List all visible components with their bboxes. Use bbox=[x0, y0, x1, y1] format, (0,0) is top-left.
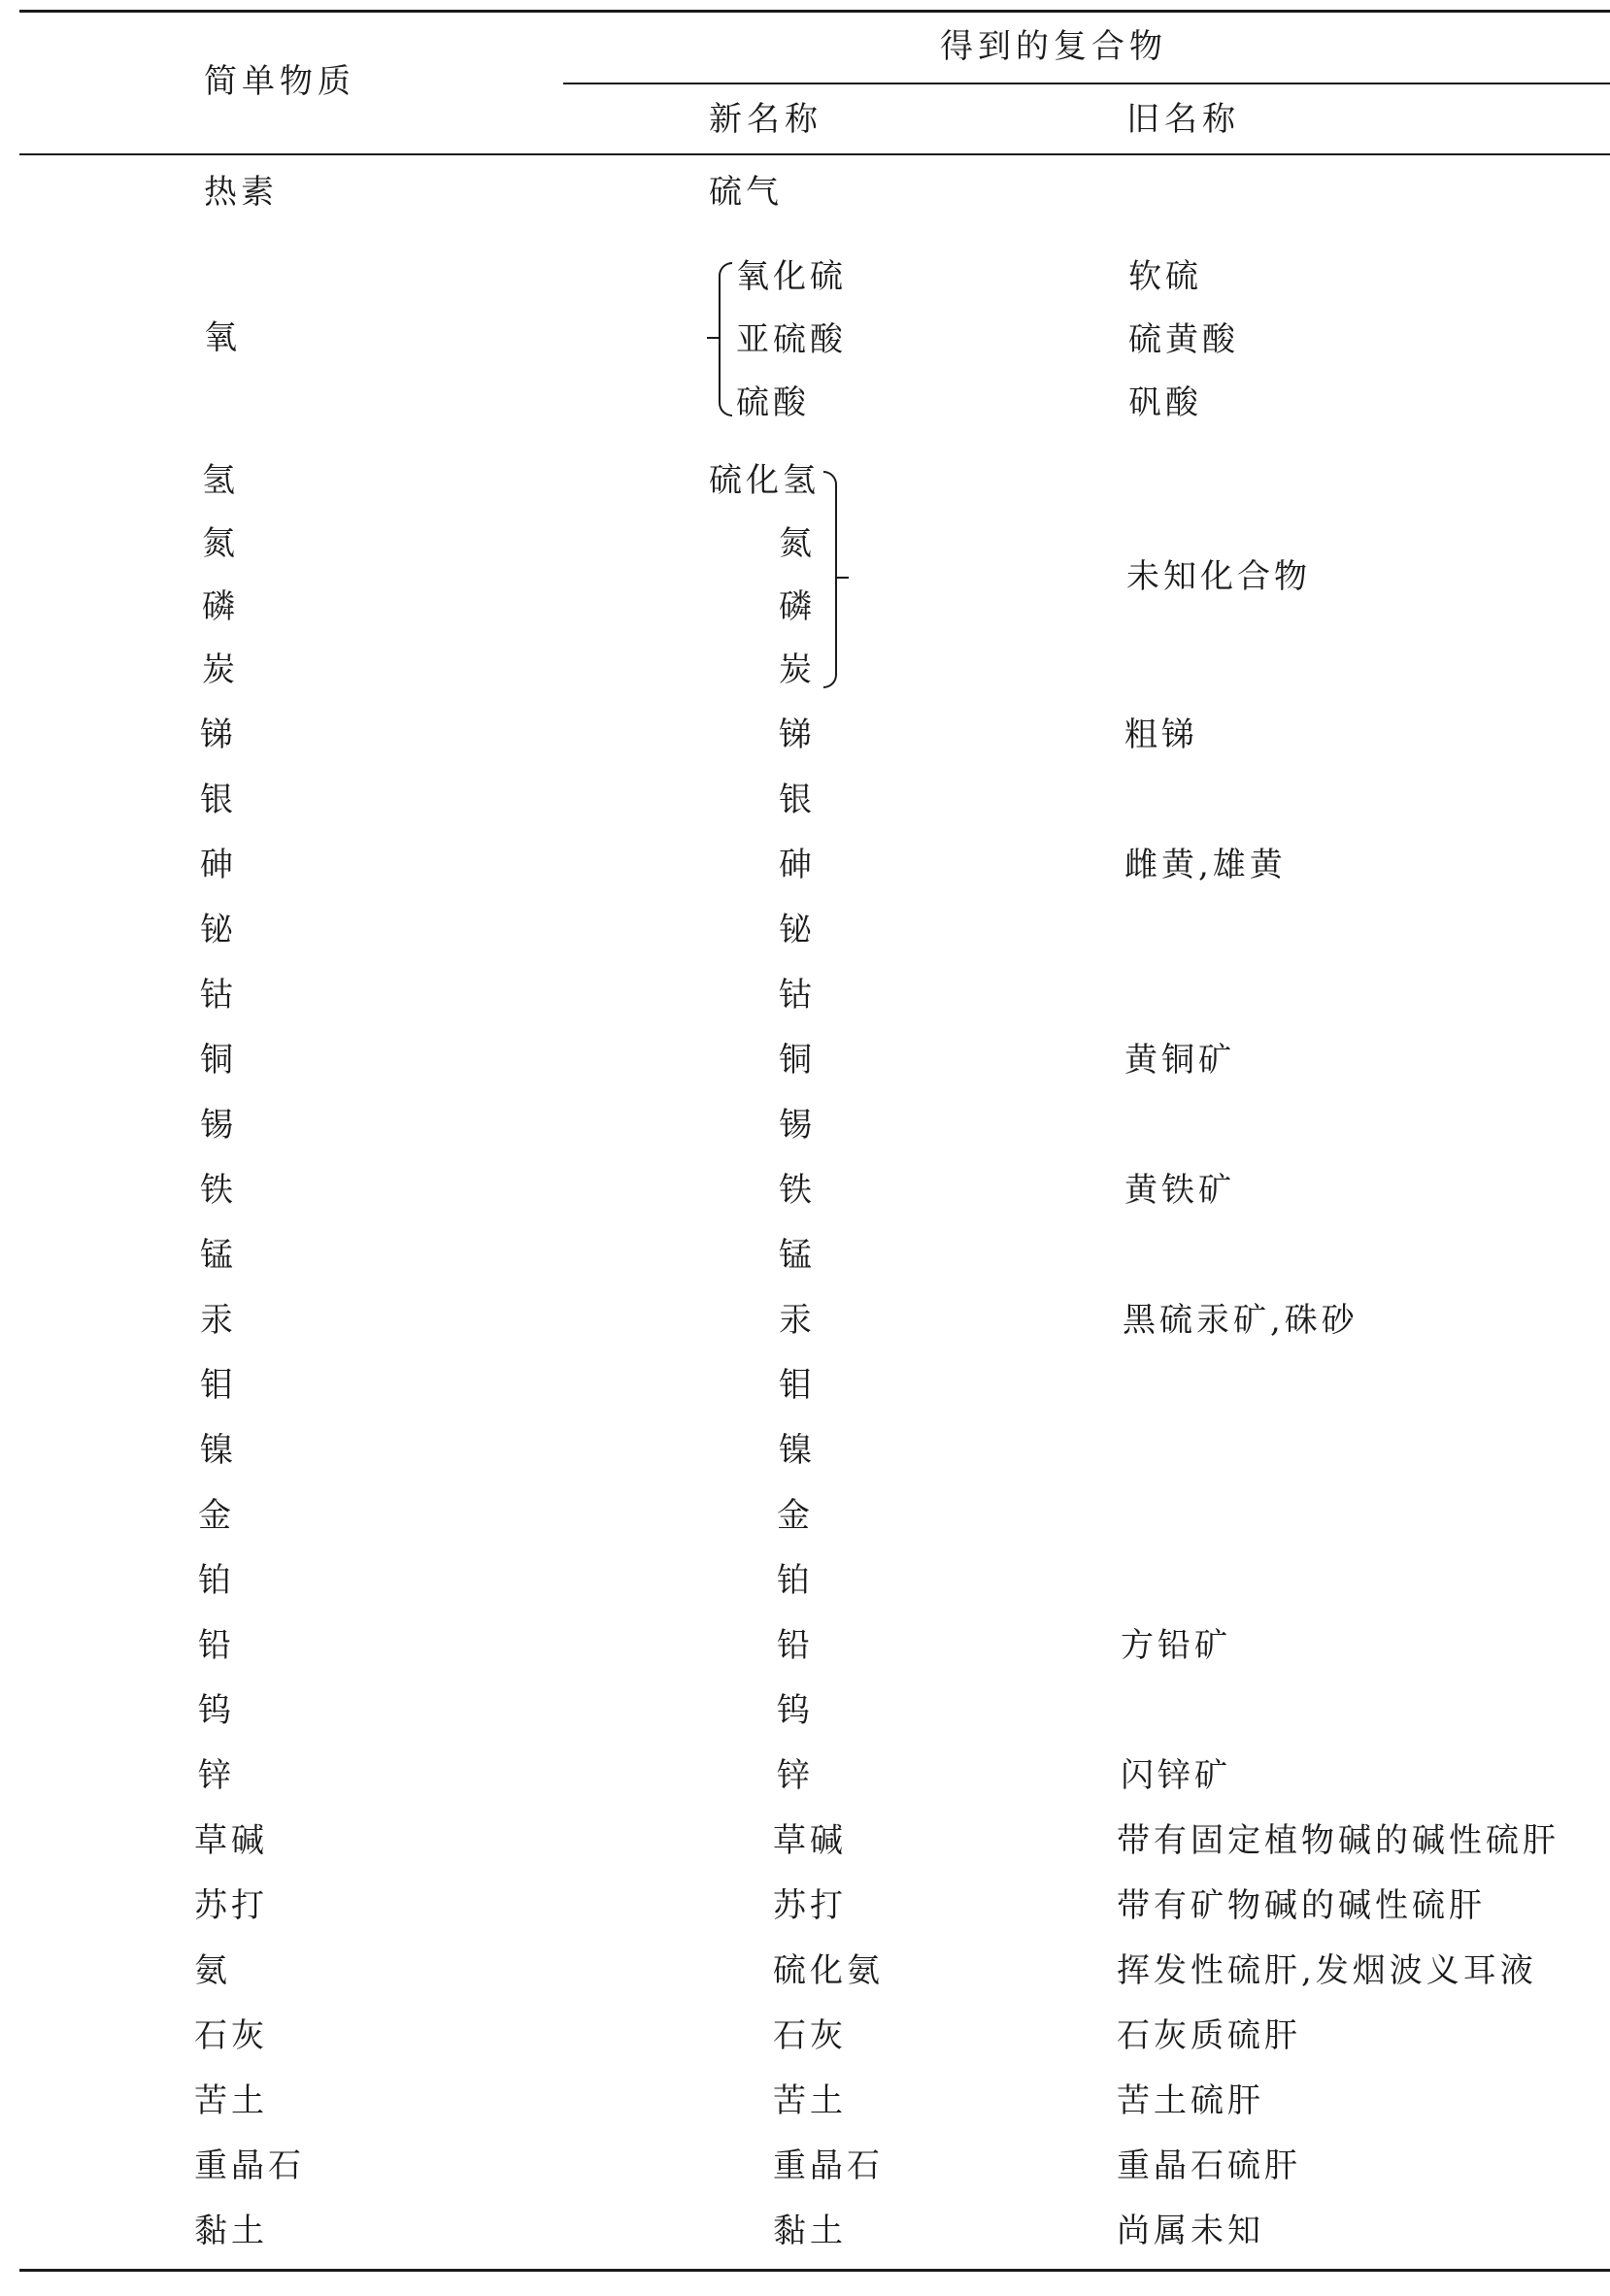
old-name-cell: 石灰质硫肝 bbox=[1117, 2016, 1301, 2055]
simple-cell: 草碱 bbox=[194, 1821, 268, 1860]
new-name-cell: 铋 bbox=[779, 911, 816, 949]
old-name-cell: 未知化合物 bbox=[1126, 557, 1311, 596]
old-name-cell: 雌黄,雄黄 bbox=[1124, 846, 1287, 884]
bottom-rule bbox=[19, 2269, 1610, 2272]
new-name-cell: 铜 bbox=[779, 1041, 816, 1080]
old-name-cell: 黄铜矿 bbox=[1124, 1041, 1235, 1080]
simple-cell: 镍 bbox=[200, 1431, 237, 1470]
simple-cell: 锌 bbox=[198, 1756, 235, 1795]
new-name-cell: 银 bbox=[779, 781, 816, 819]
new-name-cell: 锑 bbox=[779, 715, 816, 754]
simple-cell: 热素 bbox=[204, 173, 278, 212]
old-name-cell: 硫黄酸 bbox=[1128, 320, 1239, 359]
old-name-cell: 黄铁矿 bbox=[1124, 1171, 1235, 1210]
simple-cell: 苦土 bbox=[194, 2081, 268, 2120]
simple-cell: 铜 bbox=[200, 1041, 237, 1080]
simple-cell: 锰 bbox=[200, 1236, 237, 1275]
simple-cell: 氨 bbox=[194, 1951, 231, 1990]
simple-cell: 苏打 bbox=[194, 1886, 268, 1925]
new-name-cell: 硫气 bbox=[709, 173, 783, 212]
simple-cell: 重晶石 bbox=[194, 2146, 305, 2185]
simple-cell: 锑 bbox=[200, 715, 237, 754]
old-name-cell: 重晶石硫肝 bbox=[1117, 2146, 1301, 2185]
new-name-cell: 硫化氢 bbox=[709, 461, 820, 500]
header-group-rule bbox=[563, 83, 1610, 84]
header-bottom-rule bbox=[19, 153, 1610, 155]
simple-cell: 石灰 bbox=[194, 2016, 268, 2055]
simple-cell: 砷 bbox=[200, 846, 237, 884]
simple-cell: 铅 bbox=[198, 1626, 235, 1665]
new-name-cell: 黏土 bbox=[773, 2212, 847, 2250]
new-name-cell: 亚硫酸 bbox=[736, 320, 847, 359]
new-name-cell: 铁 bbox=[779, 1171, 816, 1210]
simple-cell: 铁 bbox=[200, 1171, 237, 1210]
new-name-cell: 铅 bbox=[777, 1626, 814, 1665]
simple-cell: 铂 bbox=[198, 1561, 235, 1600]
old-name-cell: 黑硫汞矿,硃砂 bbox=[1123, 1301, 1358, 1340]
simple-cell: 氢 bbox=[202, 461, 239, 500]
new-name-cell: 氧化硫 bbox=[736, 257, 847, 296]
old-name-cell: 苦土硫肝 bbox=[1117, 2081, 1264, 2120]
new-name-cell: 铂 bbox=[777, 1561, 814, 1600]
new-name-cell: 硫酸 bbox=[736, 383, 810, 422]
old-name-cell: 尚属未知 bbox=[1117, 2212, 1264, 2250]
right-brace bbox=[823, 471, 837, 688]
brace-tip bbox=[707, 337, 721, 339]
header-simple-substance: 简单物质 bbox=[204, 62, 355, 101]
simple-cell: 黏土 bbox=[194, 2212, 268, 2250]
simple-cell: 钼 bbox=[200, 1366, 237, 1405]
old-name-cell: 带有矿物碱的碱性硫肝 bbox=[1117, 1886, 1486, 1925]
simple-cell: 铋 bbox=[200, 911, 237, 949]
new-name-cell: 苦土 bbox=[773, 2081, 847, 2120]
new-name-cell: 草碱 bbox=[773, 1821, 847, 1860]
new-name-cell: 钨 bbox=[777, 1691, 814, 1730]
old-name-cell: 挥发性硫肝,发烟波义耳液 bbox=[1117, 1951, 1537, 1990]
old-name-cell: 软硫 bbox=[1128, 257, 1202, 296]
new-name-cell: 炭 bbox=[779, 650, 816, 689]
new-name-cell: 氮 bbox=[779, 524, 816, 563]
left-brace bbox=[719, 262, 732, 416]
new-name-cell: 磷 bbox=[779, 587, 816, 626]
new-name-cell: 钼 bbox=[779, 1366, 816, 1405]
new-name-cell: 锌 bbox=[777, 1756, 814, 1795]
old-name-cell: 闪锌矿 bbox=[1121, 1756, 1231, 1795]
new-name-cell: 锡 bbox=[779, 1106, 816, 1145]
simple-cell: 钴 bbox=[200, 976, 237, 1015]
simple-cell: 磷 bbox=[202, 587, 239, 626]
new-name-cell: 石灰 bbox=[773, 2016, 847, 2055]
simple-cell: 锡 bbox=[200, 1106, 237, 1145]
new-name-cell: 重晶石 bbox=[773, 2146, 884, 2185]
new-name-cell: 镍 bbox=[779, 1431, 816, 1470]
header-obtained-compound: 得到的复合物 bbox=[940, 27, 1167, 66]
header-old-name: 旧名称 bbox=[1126, 100, 1240, 139]
old-name-cell: 带有固定植物碱的碱性硫肝 bbox=[1117, 1821, 1560, 1860]
simple-cell: 金 bbox=[198, 1496, 235, 1535]
new-name-cell: 金 bbox=[777, 1496, 814, 1535]
old-name-cell: 矾酸 bbox=[1128, 383, 1202, 422]
simple-cell: 炭 bbox=[202, 650, 239, 689]
brace-tip bbox=[835, 577, 849, 579]
header-new-name: 新名称 bbox=[709, 100, 822, 139]
new-name-cell: 锰 bbox=[779, 1236, 816, 1275]
simple-cell: 钨 bbox=[198, 1691, 235, 1730]
simple-cell: 汞 bbox=[200, 1301, 237, 1340]
old-name-cell: 粗锑 bbox=[1124, 715, 1198, 754]
new-name-cell: 砷 bbox=[779, 846, 816, 884]
simple-cell: 银 bbox=[200, 781, 237, 819]
simple-cell: 氮 bbox=[202, 524, 239, 563]
new-name-cell: 硫化氨 bbox=[773, 1951, 884, 1990]
new-name-cell: 汞 bbox=[779, 1301, 816, 1340]
top-rule bbox=[19, 10, 1610, 13]
simple-cell: 氧 bbox=[204, 318, 241, 357]
old-name-cell: 方铅矿 bbox=[1121, 1626, 1231, 1665]
new-name-cell: 苏打 bbox=[773, 1886, 847, 1925]
new-name-cell: 钴 bbox=[779, 976, 816, 1015]
